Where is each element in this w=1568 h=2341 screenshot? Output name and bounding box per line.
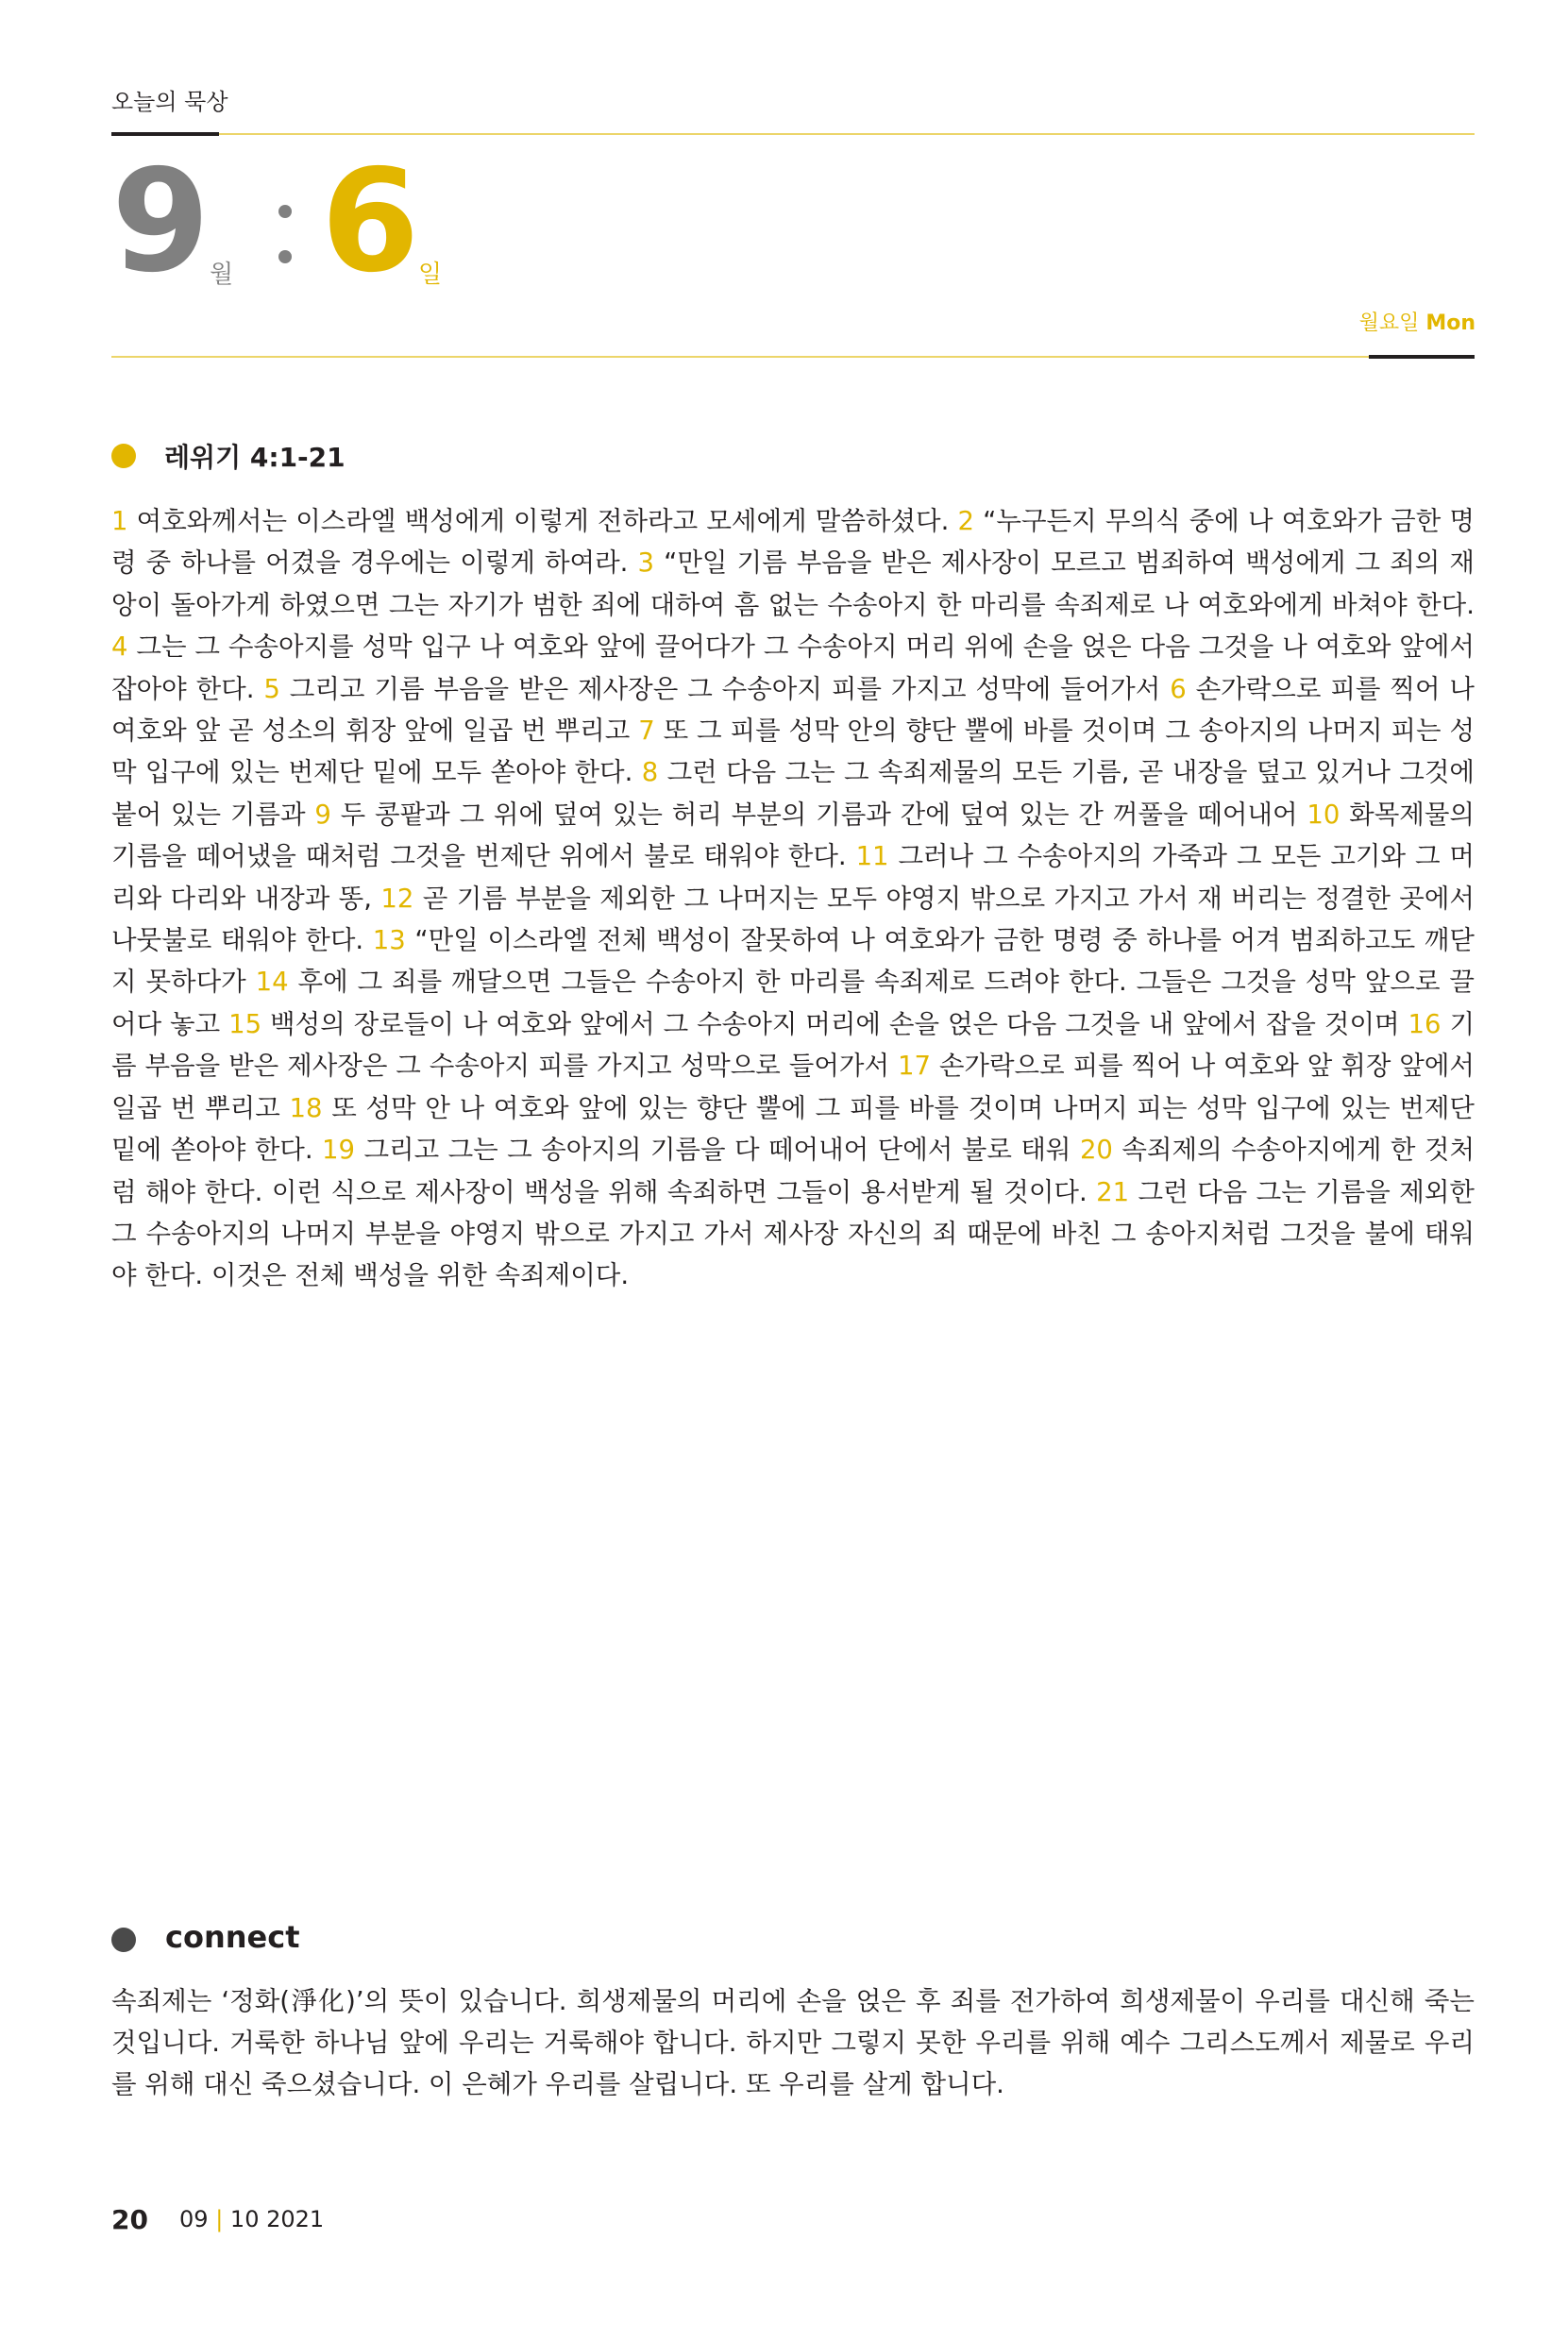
verse-number: 3: [637, 547, 654, 579]
verse-text: 기름 부음을 받은 제사장은 그 수송아지 피를 가지고 성막으로 들어가서: [111, 1008, 1475, 1082]
verse-text: 그는 그 수송아지를 성막 입구 나 여호와 앞에 끌어다가 그 수송아지 머리 위에 손을 얹은 다음 그것을 나 여호와 앞에서 잡아야 한다.: [111, 632, 1475, 704]
verse-text: 손가락으로 피를 찍어 나 여호와 앞 휘장 앞에서 일곱 번 뿌리고: [111, 1051, 1475, 1123]
verse-text: 그리고 기름 부음을 받은 제사장은 그 수송아지 피를 가지고 성막에 들어가서: [279, 673, 1171, 704]
verse-text: 백성의 장로들이 나 여호와 앞에서 그 수송아지 머리에 손을 얹은 다음 그것을 내 앞에서 잡을 것이며: [261, 1008, 1408, 1039]
section-label: 오늘의 묵상: [111, 89, 228, 115]
verse-paragraph: [111, 500, 1475, 1297]
verse-text: 또 성막 안 나 여호와 앞에 있는 향단 뿔에 그 피를 바를 것이며 나머지 피는 성막 입구에 있는 번제단 밑에 쏟아야 한다.: [111, 1092, 1475, 1166]
day-number: 6: [321, 140, 420, 304]
verse-number: 8: [641, 757, 659, 788]
verse-text: “누구든지 무의식 중에 나 여호와가 금한 명령 중 하나를 어겼을 경우에는 이렇게 하여라.: [111, 506, 1475, 579]
weekday-korean: 월요일: [1358, 312, 1420, 335]
verse-text: 그러나 그 수송아지의 가죽과 그 모든 고기와 그 머리와 다리와 내장과 똥,: [111, 841, 1475, 914]
connect-title: connect: [165, 1919, 300, 1955]
verse-number: 5: [263, 673, 280, 704]
verse-number: 2: [957, 506, 974, 536]
issue-months: 09: [179, 2206, 209, 2232]
month-unit: 월: [210, 261, 234, 289]
header-rule-dark: [111, 132, 219, 136]
verse-number: 6: [1170, 673, 1187, 704]
verse-text: “만일 이스라엘 전체 백성이 잘못하여 나 여호와가 금한 명령 중 하나를 어겨 범죄하고도 깨닫지 못하다가: [111, 925, 1475, 998]
verse-text: 손가락으로 피를 찍어 나 여호와 앞 곧 성소의 휘장 앞에 일곱 번 뿌리고: [111, 673, 1475, 747]
verse-number: 11: [855, 841, 889, 872]
scripture-text: [111, 500, 1475, 1297]
verse-number: 20: [1079, 1135, 1113, 1166]
date-rule-dark: [1369, 355, 1475, 359]
issue-separator: |: [215, 2206, 224, 2232]
date-rule-light: [111, 356, 1369, 358]
verse-number: 16: [1408, 1008, 1442, 1039]
date-colon-icon: [269, 194, 307, 278]
verse-number: 19: [322, 1135, 356, 1166]
verse-number: 13: [372, 925, 406, 956]
verse-number: 18: [289, 1092, 323, 1123]
verse-number: 14: [255, 967, 289, 998]
verse-text: 그리고 그는 그 송아지의 기름을 다 떼어내어 단에서 불로 태워: [355, 1135, 1080, 1166]
verse-text: 곧 기름 부분을 제외한 그 나머지는 모두 야영지 밖으로 가지고 가서 재 버리는 정결한 곳에서 나뭇불로 태워야 한다.: [111, 883, 1475, 956]
verse-number: 12: [380, 883, 414, 914]
bullet-dot-icon: [111, 444, 136, 468]
header-rule-light: [219, 133, 1475, 135]
connect-dot-icon: [111, 1928, 136, 1952]
verse-text: 또 그 피를 성막 안의 향단 뿔에 바를 것이며 그 송아지의 나머지 피는 성막 입구에 있는 번제단 밑에 모두 쏟아야 한다.: [111, 716, 1475, 788]
month-number: 9: [111, 140, 211, 304]
verse-text: 그런 다음 그는 그 속죄제물의 모든 기름, 곧 내장을 덮고 있거나 그것에 붙어 있는 기름과: [111, 757, 1475, 830]
scripture-reference: 레위기 4:1-21: [164, 442, 346, 473]
connect-paragraph: 속죄제는 ‘정화(淨化)’의 뜻이 있습니다. 희생제물의 머리에 손을 얹은 후 죄를 전가하여 희생제물이 우리를 대신해 죽는 것입니다. 거룩한 하나님 앞에 우리는 거룩해야 합니다. 하지만 그렇지 못한 우리를 위해 예수 그리스도께서 제물로 우리를 위해 대신 죽으셨습니다. 이 은혜가 우리를 살립니다. 또 우리를 살게 합니다.: [111, 1986, 1475, 2099]
verse-number: 15: [228, 1008, 262, 1039]
verse-number: 10: [1307, 799, 1340, 830]
verse-number: 21: [1096, 1176, 1130, 1207]
issue-year: 10 2021: [229, 2206, 325, 2232]
verse-text: 후에 그 죄를 깨달으면 그들은 수송아지 한 마리를 속죄제로 드려야 한다. 그들은 그것을 성막 앞으로 끌어다 놓고: [111, 967, 1475, 1039]
verse-text: 두 콩팥과 그 위에 덮여 있는 허리 부분의 기름과 간에 덮여 있는 간 꺼풀을 떼어내어: [330, 799, 1307, 830]
verse-text: 속죄제의 수송아지에게 한 것처럼 해야 한다. 이런 식으로 제사장이 백성을 위해 속죄하면 그들이 용서받게 될 것이다.: [111, 1135, 1475, 1207]
verse-text: 그런 다음 그는 기름을 제외한 그 수송아지의 나머지 부분을 야영지 밖으로 가지고 가서 제사장 자신의 죄 때문에 바친 그 송아지처럼 그것을 불에 태워야 한다. 이것은 전체 백성을 위한 속죄제이다.: [111, 1176, 1475, 1291]
verse-number: 1: [111, 506, 128, 536]
verse-number: 9: [314, 799, 331, 830]
verse-number: 17: [897, 1051, 931, 1082]
verse-number: 4: [111, 632, 128, 663]
page-number: 20: [111, 2204, 148, 2235]
connect-body: [111, 1980, 1475, 2105]
verse-text: 여호와께서는 이스라엘 백성에게 이렇게 전하라고 모세에게 말씀하셨다.: [127, 506, 958, 536]
verse-number: 7: [638, 716, 655, 747]
verse-text: 화목제물의 기름을 떼어냈을 때처럼 그것을 번제단 위에서 불로 태워야 한다.: [111, 799, 1475, 872]
day-unit: 일: [418, 261, 443, 289]
verse-text: “만일 기름 부음을 받은 제사장이 모르고 범죄하여 백성에게 그 죄의 재앙이 돌아가게 하였으면 그는 자기가 범한 죄에 대하여 흠 없는 수송아지 한 마리를 속죄제로 나 여호와에게 바쳐야 한다.: [111, 547, 1475, 620]
weekday: [1359, 307, 1475, 336]
weekday-english: Mon: [1425, 312, 1475, 335]
issue-label: [179, 2206, 324, 2232]
